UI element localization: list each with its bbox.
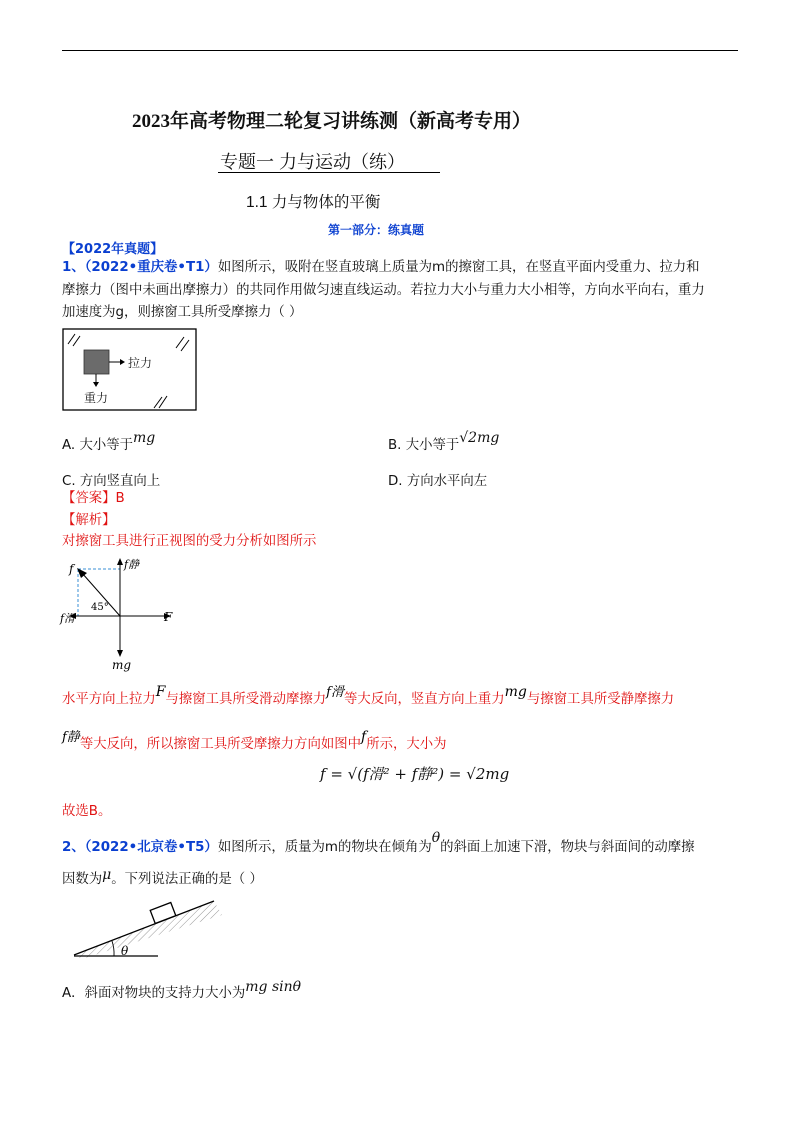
q2-line-1	[62, 830, 695, 859]
q1-analysis-intro: 对擦窗工具进行正视图的受力分析如图所示	[62, 534, 317, 549]
q2-stem-1-end: 的斜面上加速下滑，物块与斜面间的动摩擦	[440, 840, 695, 855]
q1-option-d[interactable]: D. 方向水平向左	[388, 474, 488, 489]
header-rule	[62, 50, 738, 51]
fbd-F-label: F	[164, 610, 173, 624]
q1-line-2: 摩擦力（图中未画出摩擦力）的共同作用做匀速直线运动。若拉力大小与重力大小相等，方向水平向右，重力	[62, 283, 705, 298]
math-f-slide: f滑	[326, 685, 344, 700]
mg-arrow-head	[117, 650, 123, 657]
f-static-arrow-head	[117, 558, 123, 565]
q1-option-b[interactable]	[388, 430, 500, 453]
incline-angle-label: θ	[121, 944, 129, 958]
year-tag: 【2022年真题】	[62, 242, 164, 257]
option-b-math: √2mg	[459, 430, 500, 446]
math-F: F	[155, 684, 166, 700]
math-f: f	[361, 729, 367, 745]
option-a-label: A．斜面对物块的支持力大小为	[62, 986, 246, 1001]
explain-text: 与擦窗工具所受滑动摩擦力	[165, 692, 327, 707]
q1-explain-line-1	[62, 684, 675, 711]
q2-tag: 2、（2022•北京卷•T5）	[62, 840, 218, 855]
q1-stem-1: 如图所示，吸附在竖直玻璃上质量为m的擦窗工具，在竖直平面内受重力、拉力和	[217, 260, 700, 275]
fbd-f-static-label: f静	[124, 558, 140, 571]
subtitle-underline	[218, 172, 440, 173]
section-heading: 1.1 力与物体的平衡	[246, 194, 381, 211]
math-f-static: f静	[62, 730, 80, 745]
explain-text: 与擦窗工具所受静摩擦力	[526, 692, 675, 707]
part-heading: 第一部分：练真题	[328, 223, 425, 237]
q1-conclusion: 故选B。	[62, 804, 112, 819]
q2-stem-2a: 因数为	[62, 872, 103, 887]
q1-option-c[interactable]: C. 方向竖直向上	[62, 474, 161, 489]
q2-stem-1: 如图所示，质量为m的物块在倾角为	[217, 840, 432, 855]
q1-window-figure	[62, 328, 202, 412]
q2-option-a[interactable]	[62, 979, 302, 1001]
cleaning-tool	[84, 350, 109, 374]
q1-force-diagram	[58, 555, 182, 673]
gravity-label: 重力	[84, 391, 109, 405]
q1-line-3: 加速度为g，则擦窗工具所受摩擦力（ ）	[62, 305, 303, 320]
q1-tag: 1、（2022•重庆卷•T1）	[62, 260, 218, 275]
q2-incline-figure	[66, 893, 226, 965]
option-b-label: B. 大小等于	[388, 438, 460, 453]
q1-analysis-tag: 【解析】	[62, 513, 116, 528]
option-a-math: mg sinθ	[245, 979, 302, 995]
q1-explain-line-2	[62, 729, 447, 756]
explain-text: 所示，大小为	[366, 737, 447, 752]
q1-option-a[interactable]	[62, 430, 156, 453]
q1-answer: 【答案】B	[62, 491, 125, 506]
fbd-angle-label: 45°	[91, 602, 109, 613]
explain-text: 等大反向，所以擦窗工具所受摩擦力方向如图中	[79, 737, 362, 752]
fbd-f-slide-label: f滑	[60, 612, 76, 625]
page-subtitle: 专题一 力与运动（练）	[220, 152, 405, 172]
q2-line-2	[62, 868, 263, 891]
math-mu: μ	[102, 867, 112, 883]
fbd-f-label: f	[69, 562, 74, 576]
incline-hatching	[74, 901, 222, 959]
math-theta: θ	[431, 830, 441, 846]
pull-label: 拉力	[128, 356, 153, 370]
explain-text: 等大反向，竖直方向上重力	[343, 692, 505, 707]
explain-text: 水平方向上拉力	[62, 692, 156, 707]
q1-line-1	[62, 257, 700, 279]
option-a-math: mg	[133, 430, 156, 446]
math-mg: mg	[504, 684, 527, 700]
option-a-label: A. 大小等于	[62, 438, 133, 453]
page-title: 2023年高考物理二轮复习讲练测（新高考专用）	[132, 111, 532, 132]
q2-stem-2b: 。下列说法正确的是（ ）	[111, 872, 263, 887]
q1-formula: f = √(f滑² + f静²) = √2mg	[320, 765, 510, 783]
incline-surface	[74, 901, 214, 955]
fbd-mg-label: mg	[112, 658, 132, 672]
